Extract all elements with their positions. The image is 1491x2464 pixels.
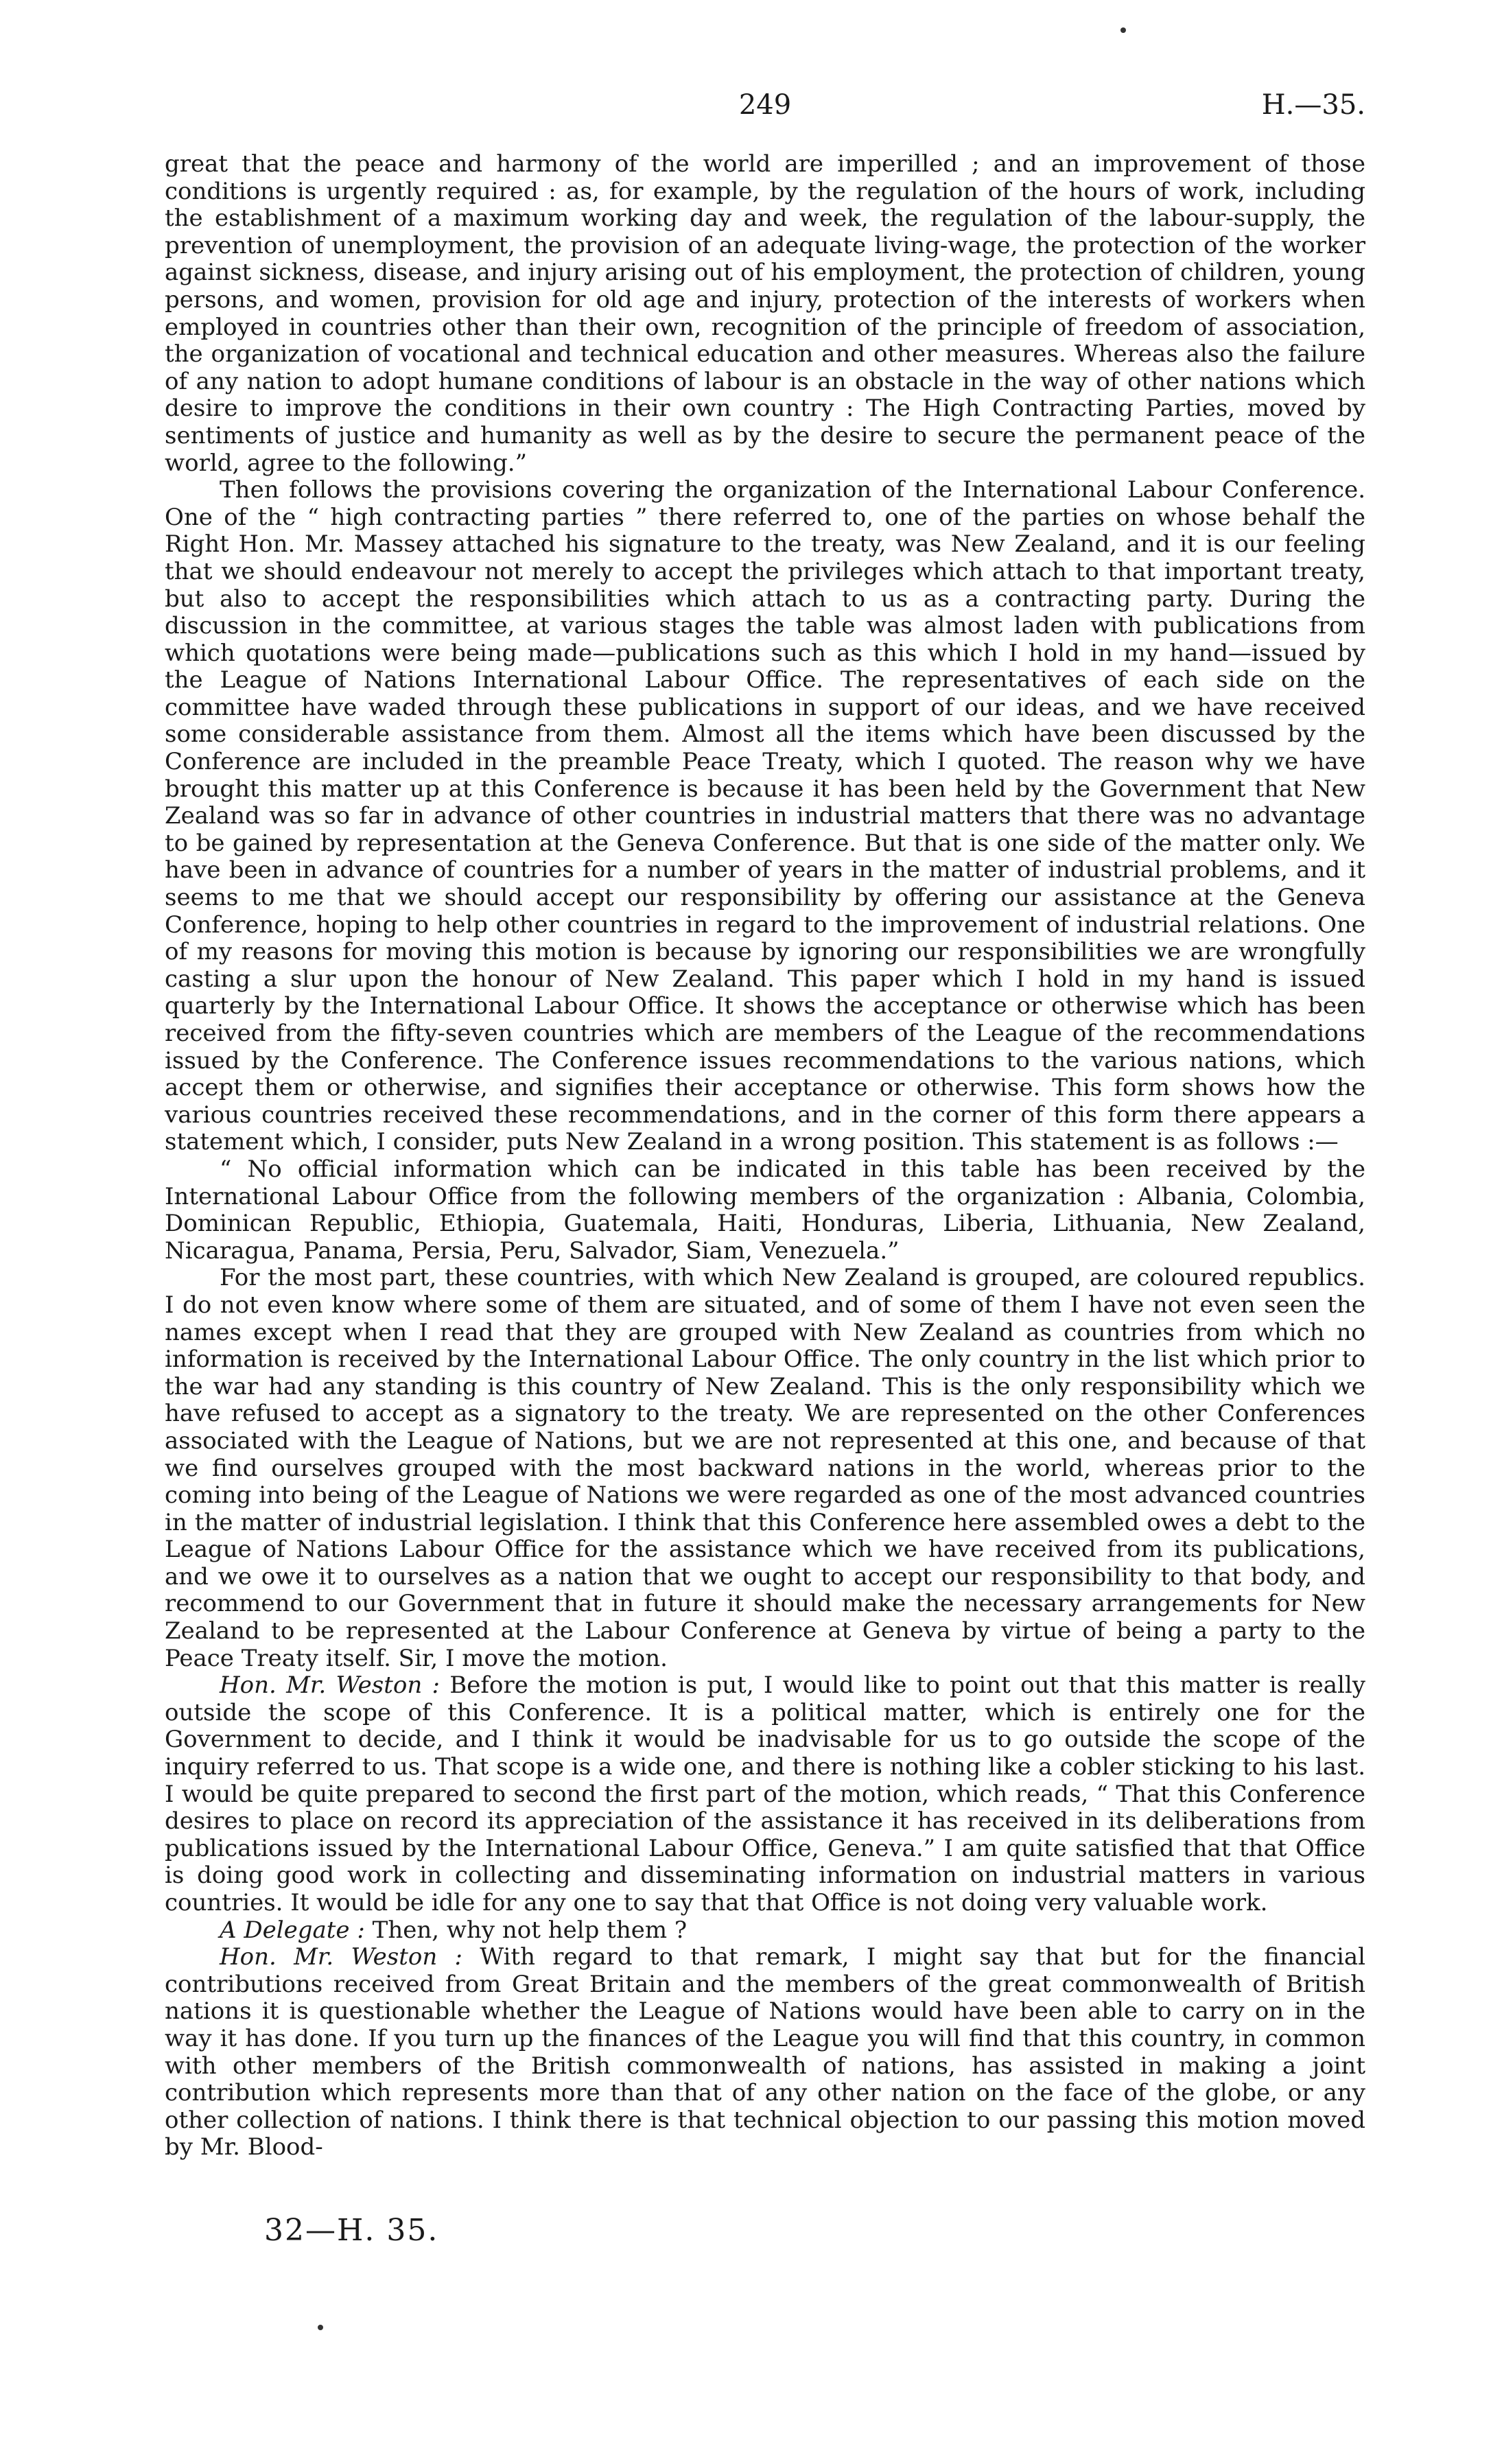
speaker-name: Hon. Mr. Weston : [220, 1671, 441, 1700]
printer-mark-top [1120, 27, 1126, 33]
speech-text: Before the motion is put, I would like to point out that this matter is really outside the scope of this Conference. It is a political matter, which is entirely one for the Government to decide, and I think it would be inadvisable for us to go outside the scope of the inquiry referred to us. That scope is a wide one, and there is nothing like a cobler sticking to his last. I would be quite prepared to second the first part of the motion, which reads, “ That this Conference desires to place on record its appreciation of the assistance it has received in its deliberations from publications issued by the International Labour Office, Geneva.” I am quite satisfied that that Office is doing good work in collecting and disseminating information on industrial matters in various countries. It would be idle for any one to say that that Office is not doing very valuable work. [165, 1671, 1365, 1916]
paragraph-text: For the most part, these countries, with which New Zealand is grouped, are coloured republics. I do not even know where some of them are situated, and of some of them I have not even seen the names except when I read that they are grouped with New Zealand as countries from which no information is received by the International Labour Office. The only country in the list which prior to the war had any standing is this country of New Zealand. This is the only responsibility which we have refused to accept as a signatory to the treaty. We are represented on the other Conferences associated with the League of Nations, but we are not represented at this one, and because of that we find ourselves grouped with the most backward nations in the world, whereas prior to the coming into being of the League of Nations we were regarded as one of the most advanced countries in the matter of industrial legislation. I think that this Conference here assembled owes a debt to the League of Nations Labour Office for the assistance which we have received from its publications, and we owe it to ourselves as a nation that we ought to accept our responsibility to that body, and recommend to our Government that in future it should make the necessary arrangements for New Zealand to be represented at the Labour Conference at Geneva by virtue of being a party to the Peace Treaty itself. Sir, I move the motion. [165, 1264, 1365, 1672]
paragraph [165, 477, 1365, 1156]
quoted-statement [165, 1156, 1365, 1265]
printer-mark-bottom [318, 2325, 323, 2330]
speaker-name: A Delegate : [220, 1916, 365, 1944]
speaker-name: Hon. Mr. Weston : [220, 1943, 462, 1971]
paragraph [165, 1265, 1365, 1672]
paragraph-text: Then follows the provisions covering the organization of the International Labour Conference. One of the “ high contracting parties ” there referred to, one of the parties on whose behalf the Right Hon. Mr. Massey attached his signature to the treaty, was New Zealand, and it is our feeling that we should endeavour not merely to accept the privileges which attach to that important treaty, but also to accept the responsibilities which attach to us as a contracting party. During the discussion in the committee, at various stages the table was almost laden with publications from which quotations were being made—publications such as this which I hold in my hand—issued by the League of Nations International Labour Office. The representatives of each side on the committee have waded through these publications in support of our ideas, and we have received some considerable assistance from them. Almost all the items which have been discussed by the Conference are included in the preamble Peace Treaty, which I quoted. The reason why we have brought this matter up at this Conference is because it has been held by the Government that New Zealand was so far in advance of other countries in industrial matters that there was no advantage to be gained by representation at the Geneva Conference. But that is one side of the matter only. We have been in advance of countries for a number of years in the matter of industrial problems, and it seems to me that we should accept our responsibility by offering our assistance at the Geneva Conference, hoping to help other countries in regard to the improvement of industrial relations. One of my reasons for moving this motion is because by ignoring our responsibilities we are wrongfully casting a slur upon the honour of New Zealand. This paper which I hold in my hand is issued quarterly by the International Labour Office. It shows the acceptance or otherwise which has been received from the fifty-seven countries which are members of the League of the recommendations issued by the Conference. The Conference issues recommendations to the various nations, which accept them or otherwise, and signifies their acceptance or otherwise. This form shows how the various countries received these recommendations, and in the corner of this form there appears a statement which, I consider, puts New Zealand in a wrong position. This statement is as follows :— [165, 476, 1365, 1156]
paragraph-continuation [165, 151, 1365, 477]
speech-paragraph [165, 1944, 1365, 2161]
page-number: 249 [738, 89, 792, 121]
printer-signature: 32—H. 35. [264, 2213, 439, 2248]
paragraph-text: great that the peace and harmony of the world are imperilled ; and an improvement of those conditions is urgently required : as, for example, by the regulation of the hours of work, including the establishment of a maximum working day and week, the regulation of the labour-supply, the prevention of unemployment, the provision of an adequate living-wage, the protection of the worker against sickness, disease, and injury arising out of his employment, the protection of children, young persons, and women, provision for old age and injury, protection of the interests of workers when employed in countries other than their own, recognition of the principle of freedom of association, the organization of vocational and technical education and other measures. Whereas also the failure of any nation to adopt humane conditions of labour is an obstacle in the way of other nations which desire to improve the conditions in their own country : The High Contracting Parties, moved by sentiments of justice and humanity as well as by the desire to secure the permanent peace of the world, agree to the following.” [165, 150, 1365, 477]
document-reference: H.—35. [1261, 89, 1365, 121]
speech-paragraph [165, 1917, 1365, 1945]
speech-text: Then, why not help them ? [364, 1916, 688, 1944]
speech-text: With regard to that remark, I might say that but for the financial contributions received from Great Britain and the members of the great commonwealth of British nations it is questionable whether the League of Nations would have been able to carry on in the way it has done. If you turn up the finances of the League you will find that this country, in common with other members of the British commonwealth of nations, has assisted in making a joint contribution which represents more than that of any other nation on the face of the globe, or any other collection of nations. I think there is that technical objection to our passing this motion moved by Mr. Blood- [165, 1943, 1365, 2161]
speech-paragraph [165, 1672, 1365, 1916]
page-header [165, 82, 1365, 130]
paragraph-text: “ No official information which can be indicated in this table has been received by the International Labour Office from the following members of the organization : Albania, Colombia, Dominican Republic, Ethiopia, Guatemala, Haiti, Honduras, Liberia, Lithuania, New Zealand, Nicaragua, Panama, Persia, Peru, Salvador, Siam, Venezuela.” [165, 1155, 1365, 1265]
body-text [165, 151, 1365, 2161]
